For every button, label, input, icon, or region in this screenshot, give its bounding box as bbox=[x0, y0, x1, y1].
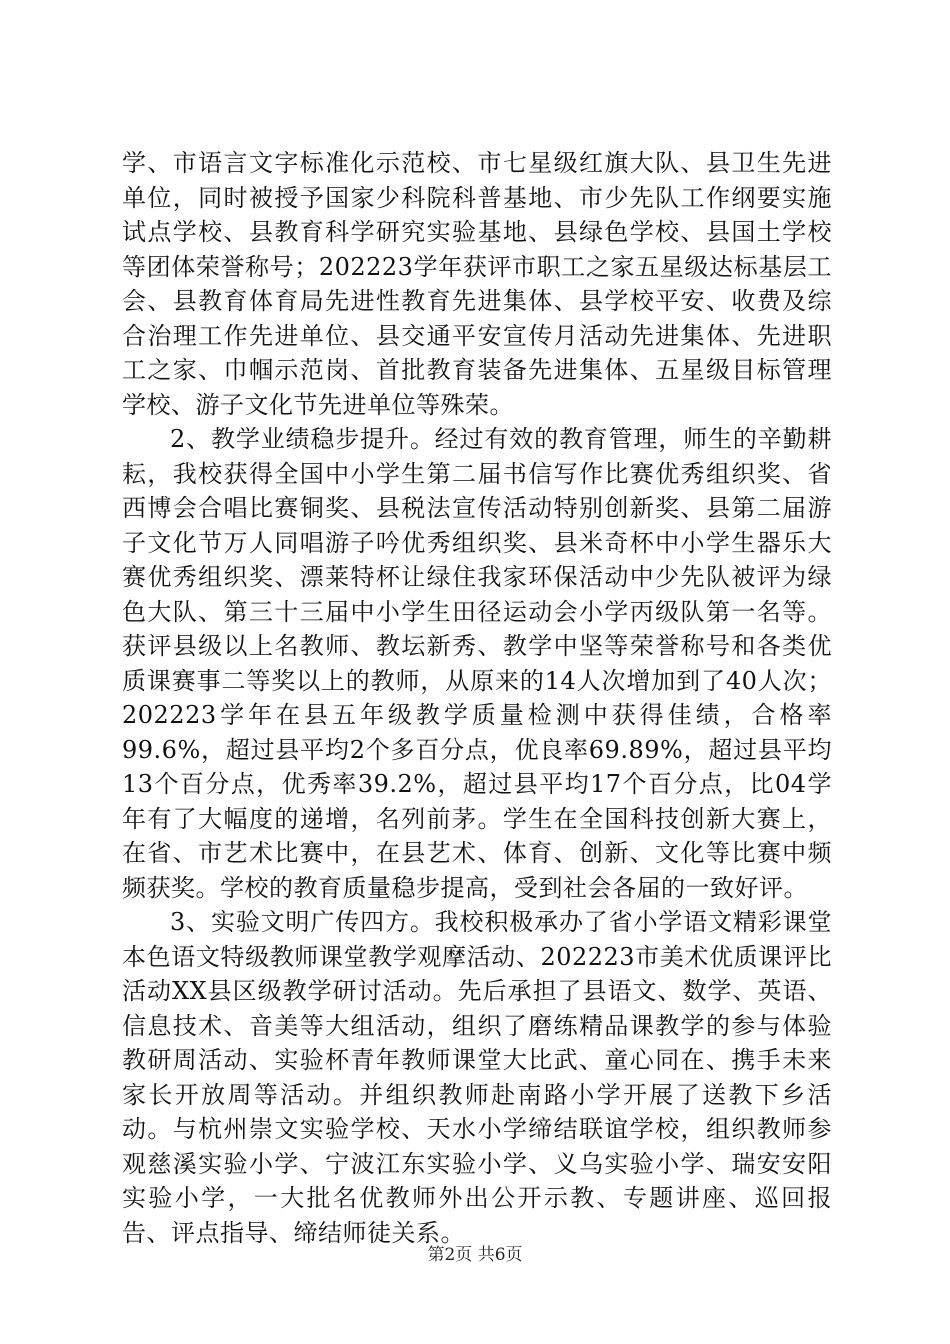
paragraph-teaching-achievements: 2、教学业绩稳步提升。经过有效的教育管理，师生的辛勤耕耘，我校获得全国中小学生第二届书信写作比赛优秀组织奖、省西博会合唱比赛铜奖、县税法宣传活动特别创新奖、县第二届游子文化节万人同唱游子吟优秀组织奖、县米奇杯中小学生器乐大赛优秀组织奖、漂莱特杯让绿住我家环保活动中少先队被评为绿色大队、第三十三届中小学生田径运动会小学丙级队第一名等。获评县级以上名教师、教坛新秀、教学中坚等荣誉称号和各类优质课赛事二等奖以上的教师，从原来的14人次增加到了40人次；202223学年在县五年级教学质量检测中获得佳绩，合格率99.6%，超过县平均2个多百分点，优良率69.89%，超过县平均13个百分点，优秀率39.2%，超过县平均17个百分点，比04学年有了大幅度的递增，名列前茅。学生在全国科技创新大赛上，在省、市艺术比赛中，在县艺术、体育、创新、文化等比赛中频频获奖。学校的教育质量稳步提高，受到社会各届的一致好评。 bbox=[122, 425, 832, 902]
paragraph-continuation: 学、市语言文字标准化示范校、市七星级红旗大队、县卫生先进单位，同时被授予国家少科院科普基地、市少先队工作纲要实施试点学校、县教育科学研究实验基地、县绿色学校、县国土学校等团体荣誉称号；202223学年获评市职工之家五星级达标基层工会、县教育体育局先进性教育先进集体、县学校平安、收费及综合治理工作先进单位、县交通平安宣传月活动先进集体、先进职工之家、巾帼示范岗、首批教育装备先进集体、五星级目标管理学校、游子文化节先进单位等殊荣。 bbox=[122, 149, 832, 419]
document-body bbox=[122, 146, 832, 1250]
paragraph-experimental-civilization: 3、实验文明广传四方。我校积极承办了省小学语文精彩课堂本色语文特级教师课堂教学观摩活动、202223市美术优质课评比活动XX县区级教学研讨活动。先后承担了县语文、数学、英语、信息技术、音美等大组活动，组织了磨练精品课教学的参与体验教研周活动、实验杯青年教师课堂大比武、童心同在、携手未来家长开放周等活动。并组织教师赴南路小学开展了送教下乡活动。与杭州崇文实验学校、天水小学缔结联谊学校，组织教师参观慈溪实验小学、宁波江东实验小学、义乌实验小学、瑞安安阳实验小学，一大批名优教师外出公开示教、专题讲座、巡回报告、评点指导、缔结师徒关系。 bbox=[122, 908, 832, 1247]
page-number-footer: 第2页 共6页 bbox=[427, 1245, 523, 1265]
